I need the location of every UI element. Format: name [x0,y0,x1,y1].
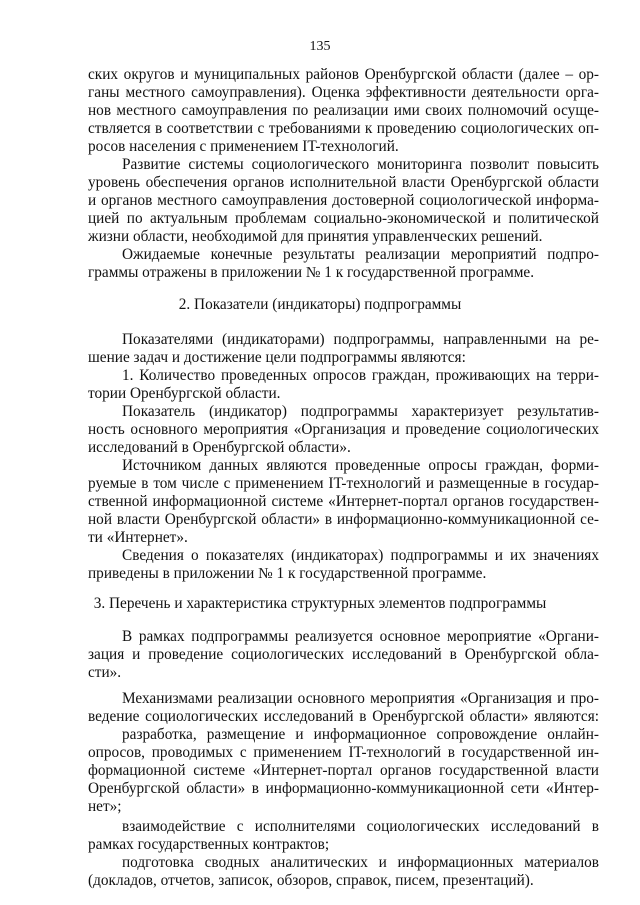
text-line: и органов местного самоуправления достоверной социологической информа- [88,192,599,209]
text-line: опросов, проводимых с применением IT-технологий в государственной ин- [88,744,599,761]
text-line: разработка, размещение и информационное сопровождение онлайн- [122,726,599,743]
text-line: Показателями (индикаторами) подпрограммы, направленными на ре- [122,331,599,348]
text-line: зация и проведение социологических исследований в Оренбургской обла- [88,646,599,663]
text-line: руемые в том числе с применением IT-технологий и размещенные в государ- [88,475,599,492]
text-line: ственной информационной системе «Интернет-портал органов государствен- [88,493,599,510]
text-line: росов населения с применением IT-технологий. [88,138,399,155]
text-line: цией по актуальным проблемам социально-экономической и политической [88,210,599,227]
text-line: Ожидаемые конечные результаты реализации мероприятий подпро- [122,246,599,263]
text-line: Сведения о показателях (индикаторах) подпрограммы и их значениях [122,547,599,564]
text-line: ских округов и муниципальных районов Оренбургской области (далее – ор- [88,66,599,83]
text-line: ти «Интернет». [88,529,188,546]
text-line: исследований в Оренбургской области». [88,439,351,456]
text-line: Показатель (индикатор) подпрограммы характеризует результатив- [122,403,599,420]
text-line: сти». [88,664,122,681]
text-line: Развитие системы социологического мониторинга позволит повысить [122,156,599,173]
text-line: В рамках подпрограммы реализуется основное мероприятие «Органи- [122,628,599,645]
text-line: нет»; [88,798,122,815]
text-line: ность основного мероприятия «Организация и проведение социологических [88,421,599,438]
text-line: ведение социологических исследований в Оренбургской области» являются: [88,708,599,725]
text-line: шение задач и достижение цели подпрограммы являются: [88,349,466,366]
text-line: жизни области, необходимой для принятия управленческих решений. [88,228,543,245]
text-line: взаимодействие с исполнителями социологических исследований в [122,818,599,835]
text-line: формационной системе «Интернет-портал органов государственной власти [88,762,599,779]
text-line: подготовка сводных аналитических и информационных материалов [122,854,599,871]
text-line: (докладов, отчетов, записок, обзоров, справок, писем, презентаций). [88,872,534,889]
text-line: Оренбургской области» в информационно-коммуникационной сети «Интер- [88,780,599,797]
page-number: 135 [309,39,331,54]
text-line: тории Оренбургской области. [88,385,281,402]
text-line: рамках государственных контрактов; [88,836,330,853]
text-line: Механизмами реализации основного мероприятия «Организация и про- [122,690,599,707]
text-line: ганы местного самоуправления). Оценка эффективности деятельности орга- [88,84,599,101]
text-line: граммы отражены в приложении № 1 к государственной программе. [88,264,535,281]
section-heading: 2. Показатели (индикаторы) подпрограммы [178,296,462,313]
text-line: ствляется в соответствии с требованиями к проведению социологических оп- [88,120,599,137]
text-line: уровень обеспечения органов исполнительной власти Оренбургской области [88,174,599,191]
section-heading: 3. Перечень и характеристика структурных элементов подпрограммы [93,595,547,612]
text-line: нов местного самоуправления по реализации ими своих полномочий осуще- [88,102,599,119]
text-line: ной власти Оренбургской области» в информационно-коммуникационной се- [88,511,599,528]
text-line: Источником данных являются проведенные опросы граждан, форми- [122,457,599,474]
text-line: 1. Количество проведенных опросов граждан, проживающих на терри- [122,367,599,384]
text-line: приведены в приложении № 1 к государственной программе. [88,565,487,582]
